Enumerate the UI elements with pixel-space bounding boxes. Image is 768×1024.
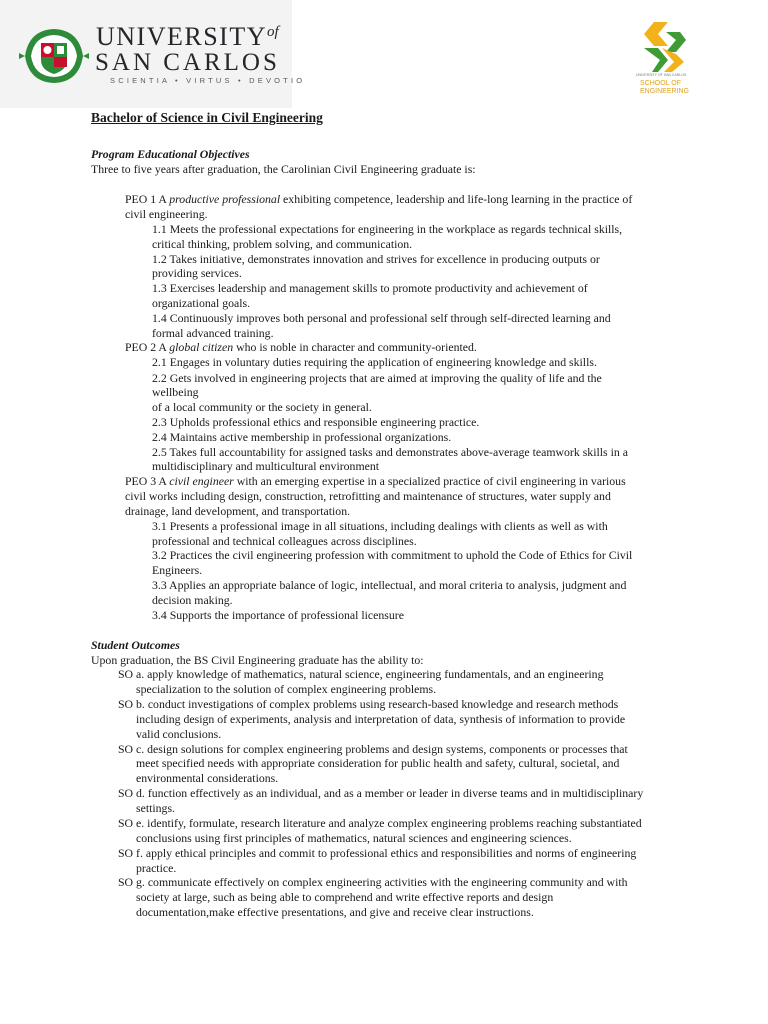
- peo-3-4: 3.4 Supports the importance of professional licensure: [152, 608, 404, 622]
- so-b: SO b. conduct investigations of complex problems using research-based knowledge and research methods: [118, 697, 619, 711]
- so-intro: Upon graduation, the BS Civil Engineering graduate has the ability to:: [91, 653, 424, 667]
- peo-1-1-cont: critical thinking, problem solving, and communication.: [152, 237, 413, 251]
- so-a: SO a. apply knowledge of mathematics, natural science, engineering fundamentals, and an engineering: [118, 667, 604, 681]
- so-d-cont: settings.: [136, 801, 175, 815]
- so-g-cont2: documentation,make effective presentations, and give and receive clear instructions.: [136, 905, 534, 919]
- so-e-cont: conclusions using first principles of mathematics, natural sciences and engineering sciences.: [136, 831, 572, 845]
- peo-2-1: 2.1 Engages in voluntary duties requiring the application of engineering knowledge and skills.: [152, 355, 597, 369]
- so-c: SO c. design solutions for complex engineering problems and design systems, components or processes that: [118, 742, 628, 756]
- university-motto: SCIENTIA • VIRTUS • DEVOTIO: [110, 76, 306, 85]
- peo-2-2-cont2: of a local community or the society in general.: [152, 400, 372, 414]
- so-f-cont: practice.: [136, 861, 177, 875]
- so-e: SO e. identify, formulate, research literature and analyze complex engineering problems reaching substantiated: [118, 816, 642, 830]
- peo-item-1-cont: civil engineering.: [125, 207, 208, 221]
- peo-item-3: PEO 3 A civil engineer with an emerging expertise in a specialized practice of civil engineering in various: [125, 474, 626, 488]
- university-name-line2: SAN CARLOS: [95, 49, 280, 76]
- so-d: SO d. function effectively as an individual, and as a member or leader in diverse teams and in multidisciplinary: [118, 786, 644, 800]
- so-f: SO f. apply ethical principles and commit to professional ethics and responsibilities and norms of engineering: [118, 846, 637, 860]
- peo-heading: Program Educational Objectives: [91, 147, 250, 161]
- so-g-cont: society at large, such as being able to comprehend and write effective reports and design: [136, 890, 554, 904]
- peo-2-3: 2.3 Upholds professional ethics and responsible engineering practice.: [152, 415, 480, 429]
- peo-1-2-cont: providing services.: [152, 266, 242, 280]
- so-a-cont: specialization to the solution of complex engineering problems.: [136, 682, 437, 696]
- peo-1-1: 1.1 Meets the professional expectations for engineering in the workplace as regards technical skills,: [152, 222, 623, 236]
- peo-2-5-cont: multidisciplinary and multicultural environment: [152, 459, 380, 473]
- school-small-text: UNIVERSITY OF SAN CARLOS: [636, 73, 687, 77]
- so-c-cont2: environmental considerations.: [136, 771, 279, 785]
- so-b-cont: including design of experiments, analysis and interpretation of data, synthesis of information to provide: [136, 712, 626, 726]
- peo-3-2: 3.2 Practices the civil engineering profession with commitment to uphold the Code of Ethics for Civil: [152, 548, 633, 562]
- peo-3-3: 3.3 Applies an appropriate balance of logic, intellectual, and moral criteria to analysis, judgment and: [152, 578, 627, 592]
- peo-1-4: 1.4 Continuously improves both personal and professional self through self-directed learning and: [152, 311, 611, 325]
- peo-item-3-cont: civil works including design, construction, retrofitting and maintenance of structures, water supply and: [125, 489, 611, 503]
- so-g: SO g. communicate effectively on complex engineering activities with the engineering community and with: [118, 875, 628, 889]
- peo-1-4-cont: formal advanced training.: [152, 326, 274, 340]
- peo-intro: Three to five years after graduation, the Carolinian Civil Engineering graduate is:: [91, 162, 476, 176]
- peo-3-2-cont: Engineers.: [152, 563, 203, 577]
- peo-1-3-cont: organizational goals.: [152, 296, 251, 310]
- peo-2-5: 2.5 Takes full accountability for assigned tasks and demonstrates above-average teamwork skills in a: [152, 445, 628, 459]
- peo-3-3-cont: decision making.: [152, 593, 233, 607]
- university-name-line1: $UNIVERSITY^{of}$: [96, 22, 279, 51]
- so-heading: Student Outcomes: [91, 638, 180, 652]
- peo-1-2: 1.2 Takes initiative, demonstrates innovation and strives for excellence in producing outputs or: [152, 252, 600, 266]
- peo-2-4: 2.4 Maintains active membership in professional organizations.: [152, 430, 452, 444]
- peo-item-3-cont2: drainage, land development, and transportation.: [125, 504, 351, 518]
- peo-item-2: PEO 2 A global citizen who is noble in character and community-oriented.: [125, 340, 477, 354]
- so-c-cont: meet specified needs with appropriate consideration for public health and safety, cultural, societal, and: [136, 756, 620, 770]
- peo-3-1: 3.1 Presents a professional image in all situations, including dealings with clients as well as with: [152, 519, 608, 533]
- document-title: Bachelor of Science in Civil Engineering: [91, 110, 323, 125]
- so-b-cont2: valid conclusions.: [136, 727, 222, 741]
- school-of-engineering-name: SCHOOL OF ENGINEERING: [640, 80, 690, 95]
- peo-3-1-cont: professional and technical colleagues across disciplines.: [152, 534, 417, 548]
- peo-2-2: 2.2 Gets involved in engineering projects that are aimed at improving the quality of life and the: [152, 371, 602, 385]
- peo-item-1: PEO 1 A productive professional exhibiting competence, leadership and life-long learning in the practice of: [125, 192, 633, 206]
- peo-1-3: 1.3 Exercises leadership and management skills to promote productivity and achievement of: [152, 281, 588, 295]
- peo-2-2-cont: wellbeing: [152, 385, 199, 399]
